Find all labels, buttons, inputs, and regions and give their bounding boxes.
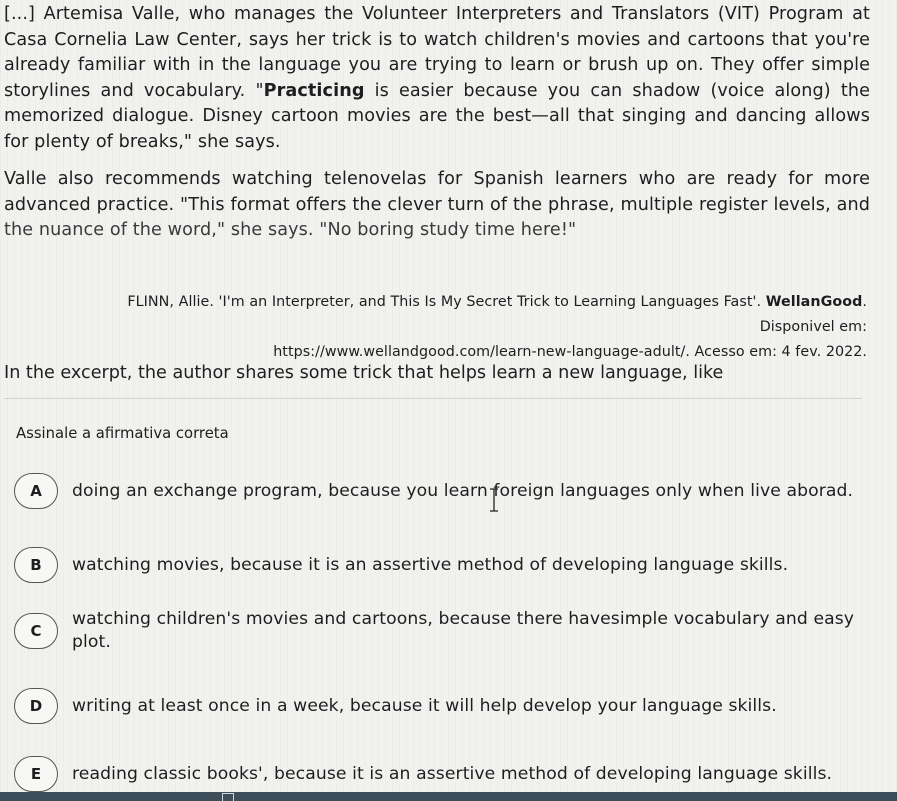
option-b-text[interactable]: watching movies, because it is an assertive method of developing language skills. [72,554,789,575]
passage-paragraph-1 [4,2,870,155]
option-b[interactable] [14,547,864,583]
text-cursor-icon [488,488,500,512]
citation-line1-end: . Disponivel em: [759,294,867,335]
citation-line-2: https://www.wellandgood.com/learn-new-language-adult/. Acesso em: 4 fev. 2022. [273,344,867,360]
divider [4,398,862,399]
passage-paragraph-2 [4,167,870,244]
citation-line-1 [107,290,867,340]
option-c[interactable] [14,608,864,654]
citation-line1-start: FLINN, Allie. 'I'm an Interpreter, and This Is My Secret Trick to Learning Languages Fast'. [127,294,766,310]
option-a-letter-badge[interactable]: A [14,473,58,509]
taskbar-window-icon[interactable] [222,793,234,801]
option-d-text[interactable]: writing at least once in a week, because it will help develop your language skills. [72,695,777,716]
option-e-letter-badge[interactable]: E [14,756,58,792]
option-a[interactable] [14,473,864,509]
citation [107,290,867,365]
option-d-letter-badge[interactable]: D [14,688,58,724]
taskbar [0,792,897,801]
option-e-text[interactable]: reading classic books', because it is an assertive method of developing language skills. [72,763,833,784]
passage-p1-tail: is easier because you can shadow (voice along) the memorized dialogue. Disney cartoon movies are the best—all that singing and dancing allows for plenty of breaks," she says. [4,80,870,152]
instruction-text: Assinale a afirmativa correta [16,425,229,442]
option-a-text[interactable]: doing an exchange program, because you learn foreign languages only when live aborad. [72,480,854,501]
passage-p1-bold: Practicing [263,80,365,101]
option-c-text[interactable]: watching children's movies and cartoons, because there havesimple vocabulary and easy plot. [72,609,855,652]
option-d[interactable] [14,688,864,724]
citation-source: WellanGood [765,294,863,310]
passage-p1-lead: [...] Artemisa Valle, who manages the Volunteer Interpreters and Translators (VIT) Program at Casa Cornelia Law Center, says her trick is to watch children's movies and cartoons that you're already familiar with in the language you are trying to learn or brush up on. They offer simple storylines and vocabulary. " [4,4,870,101]
option-c-letter-badge[interactable]: C [14,613,58,649]
question-text: In the excerpt, the author shares some trick that helps learn a new language, like [4,363,724,383]
passage-p2-faded: the nuance of the word," she says. "No boring study time here!" [4,220,577,240]
option-b-letter-badge[interactable]: B [14,547,58,583]
passage-p2-main: Valle also recommends watching telenovelas for Spanish learners who are ready for more advanced practice. "This format offers the clever turn of the phrase, multiple register levels, and [4,169,870,215]
passage [4,2,870,244]
option-e[interactable] [14,756,864,792]
